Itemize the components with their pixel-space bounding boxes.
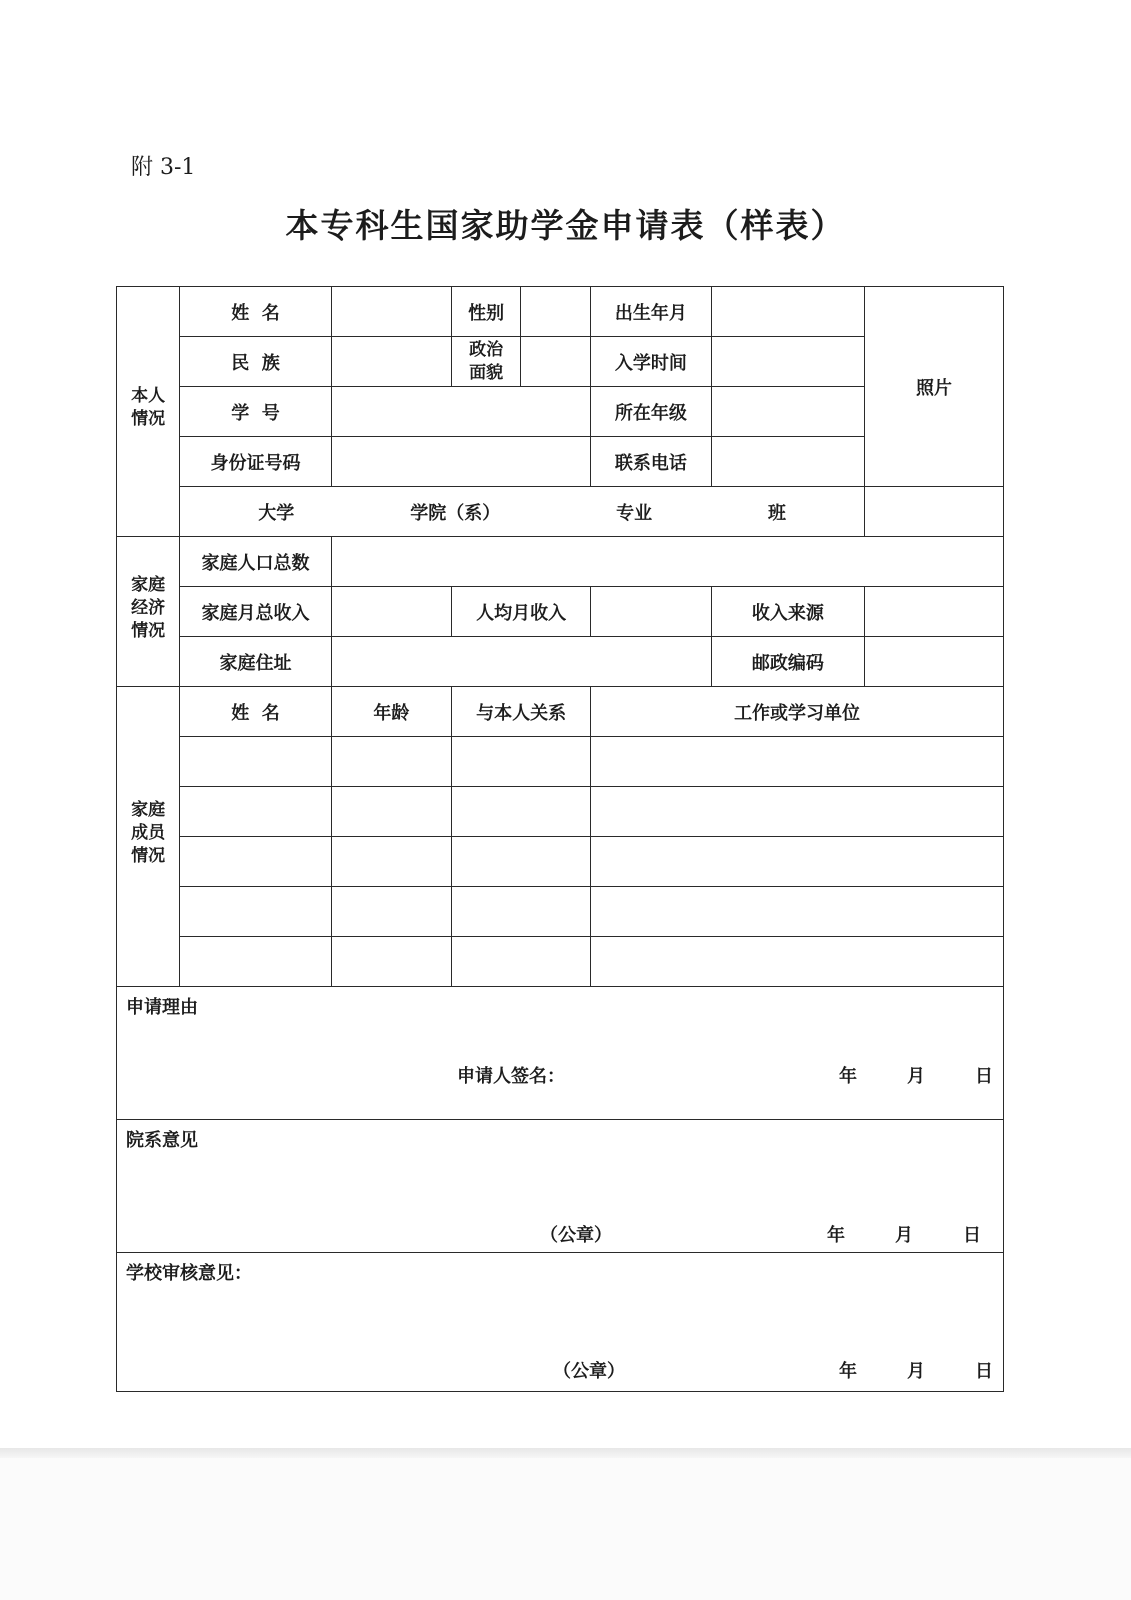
reason-label: 申请理由	[126, 997, 198, 1018]
member-age-field[interactable]	[331, 837, 452, 887]
per-capita-field[interactable]	[591, 587, 712, 637]
form-title: 本专科生国家助学金申请表（样表）	[285, 206, 846, 245]
department-label: 院系意见	[126, 1130, 198, 1151]
id-card-label: 身份证号码	[180, 437, 331, 487]
department-date	[827, 1221, 981, 1247]
political-label: 政治面貌	[469, 339, 504, 383]
political-field[interactable]	[521, 337, 590, 386]
enroll-label: 入学时间	[591, 337, 712, 387]
postcode-field[interactable]	[864, 637, 1003, 687]
member-name-field[interactable]	[180, 937, 331, 987]
birth-label: 出生年月	[591, 287, 712, 337]
member-row	[117, 837, 1004, 887]
member-age-field[interactable]	[331, 937, 452, 987]
gender-label: 性别	[452, 287, 521, 336]
student-id-field[interactable]	[331, 387, 591, 437]
photo-box[interactable]	[864, 287, 1003, 487]
member-workplace-field[interactable]	[591, 737, 1004, 787]
member-age-field[interactable]	[331, 887, 452, 937]
section-members	[117, 687, 180, 987]
member-name-field[interactable]	[180, 887, 331, 937]
school-date	[839, 1357, 993, 1383]
member-relation-field[interactable]	[452, 837, 591, 887]
income-source-label: 收入来源	[711, 587, 864, 637]
reason-date-month: 月	[907, 1066, 925, 1087]
birth-field[interactable]	[711, 287, 864, 337]
grade-label: 所在年级	[591, 387, 712, 437]
reason-date-day: 日	[975, 1066, 993, 1087]
member-age-field[interactable]	[331, 737, 452, 787]
ethnicity-label: 民 族	[180, 337, 331, 387]
id-card-field[interactable]	[331, 437, 591, 487]
photo-bottom	[864, 487, 1003, 537]
reason-block[interactable]	[117, 987, 1004, 1120]
address-field[interactable]	[331, 637, 711, 687]
name-field[interactable]	[331, 287, 452, 337]
member-name-field[interactable]	[180, 837, 331, 887]
address-label: 家庭住址	[180, 637, 331, 687]
student-id-label: 学 号	[180, 387, 331, 437]
member-col-workplace: 工作或学习单位	[591, 687, 1004, 737]
member-relation-field[interactable]	[452, 937, 591, 987]
member-relation-field[interactable]	[452, 737, 591, 787]
member-col-relation: 与本人关系	[452, 687, 591, 737]
member-workplace-field[interactable]	[591, 937, 1004, 987]
section-personal-label: 本人情况	[131, 386, 166, 429]
department-date-year: 年	[827, 1225, 845, 1246]
school-review-label: 学校审核意见：	[126, 1263, 252, 1284]
school-info-row[interactable]	[180, 487, 865, 537]
member-name-field[interactable]	[180, 787, 331, 837]
member-age-field[interactable]	[331, 787, 452, 837]
member-workplace-field[interactable]	[591, 887, 1004, 937]
income-source-field[interactable]	[864, 587, 1003, 637]
section-economy	[117, 537, 180, 687]
reason-date	[839, 1062, 993, 1088]
name-label: 姓 名	[180, 287, 331, 337]
department-seal: （公章）	[540, 1225, 612, 1246]
member-row	[117, 737, 1004, 787]
member-col-name: 姓 名	[180, 687, 331, 737]
school-block[interactable]	[117, 1253, 1004, 1392]
population-field[interactable]	[331, 537, 1003, 587]
major-label: 专业	[616, 502, 653, 524]
phone-label: 联系电话	[591, 437, 712, 487]
department-date-day: 日	[963, 1225, 981, 1246]
postcode-label: 邮政编码	[711, 637, 864, 687]
member-workplace-field[interactable]	[591, 787, 1004, 837]
member-row	[117, 887, 1004, 937]
application-form	[116, 286, 1004, 1392]
phone-field[interactable]	[711, 437, 864, 487]
section-personal	[117, 287, 180, 537]
school-date-month: 月	[907, 1361, 925, 1382]
monthly-income-label: 家庭月总收入	[180, 587, 331, 637]
member-row	[117, 937, 1004, 987]
political-cell	[452, 337, 591, 387]
annex-label: 附 3-1	[131, 155, 196, 180]
member-row	[117, 787, 1004, 837]
population-label: 家庭人口总数	[180, 537, 331, 587]
member-relation-field[interactable]	[452, 787, 591, 837]
ethnicity-field[interactable]	[331, 337, 452, 387]
school-date-year: 年	[839, 1361, 857, 1382]
department-block[interactable]	[117, 1120, 1004, 1253]
photo-label: 照片	[915, 377, 952, 399]
member-name-field[interactable]	[180, 737, 331, 787]
college-label: 学院（系）	[410, 502, 501, 524]
page-crease	[0, 1448, 1131, 1458]
school-seal: （公章）	[553, 1361, 625, 1382]
member-col-age: 年龄	[331, 687, 452, 737]
member-workplace-field[interactable]	[591, 837, 1004, 887]
university-label: 大学	[258, 502, 295, 524]
gender-cell	[452, 287, 591, 337]
monthly-income-field[interactable]	[331, 587, 452, 637]
class-label: 班	[768, 502, 787, 524]
per-capita-label: 人均月收入	[452, 587, 591, 637]
signature-label: 申请人签名：	[457, 1066, 565, 1087]
enroll-field[interactable]	[711, 337, 864, 387]
section-members-label: 家庭成员情况	[131, 799, 166, 866]
school-date-day: 日	[975, 1361, 993, 1382]
grade-field[interactable]	[711, 387, 864, 437]
section-economy-label: 家庭经济情况	[131, 574, 166, 641]
member-relation-field[interactable]	[452, 887, 591, 937]
reason-date-year: 年	[839, 1066, 857, 1087]
department-date-month: 月	[895, 1225, 913, 1246]
gender-field[interactable]	[521, 287, 590, 336]
